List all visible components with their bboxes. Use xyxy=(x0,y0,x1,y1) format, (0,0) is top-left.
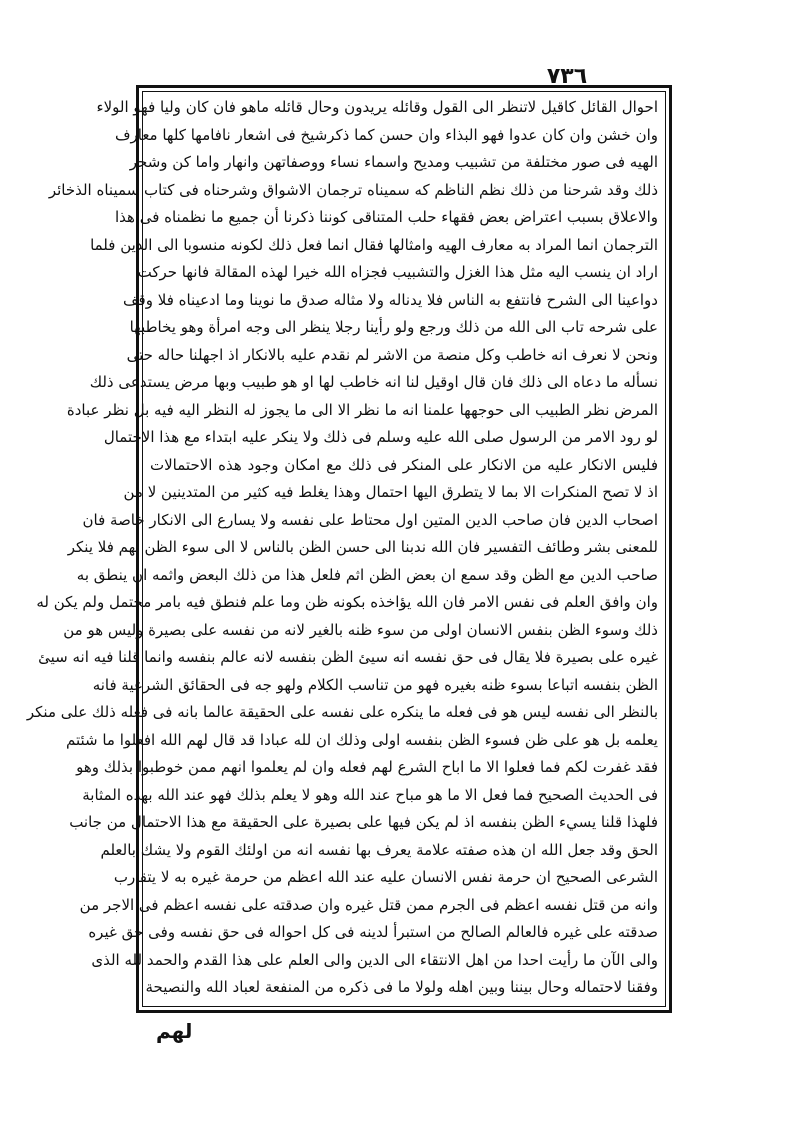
text-line: صدقته على غيره فالعالم الصالح من استبرأ لدينه فى كل احواله فى حق نفسه وفى حق غيره xyxy=(88,923,658,941)
text-line: احوال القائل كاقيل لاتنظر الى القول وقائله يريدون وحال قائله ماهو فان كان وليا فهو الولاء xyxy=(96,98,658,116)
text-line: والى الآن ما رأيت احدا من اهل الانتقاء الى الدين والى العلم على هذا القدم والحمد لله الذى xyxy=(91,950,658,969)
text-line: اراد ان ينسب اليه مثل هذا الغزل والتشبيب فجزاه الله خيرا لهذه المقالة فانها حركت xyxy=(137,263,658,281)
text-line: لو رود الامر من الرسول صلى الله عليه وسلم فى ذلك ولا ينكر عليه ابتداء مع هذا الاحتمال xyxy=(103,428,658,446)
text-line: نسأله ما دعاه الى ذلك فان قال اوقيل لنا انه خاطب لها او هو طبيب وبها مرض يستدعى ذلك xyxy=(89,373,658,391)
text-line: بالنظر الى نفسه ليس هو فى فعله ما ينكره على نفسه على الحقيقة عالما بانه فى فعله ذلك على منكر xyxy=(26,703,658,721)
text-line: فقد غفرت لكم فما فعلوا الا ما اباح الشرع لهم فعله وان لم يعلموا انهم ممن خوطبوا بذلك وهو xyxy=(76,758,658,776)
text-line: وانه من قتل نفسه اعظم فى الجرم ممن قتل غيره وان صدقته على نفسه اعظم فى الاجر من xyxy=(79,895,658,914)
text-line: الشرعى الصحيح ان حرمة نفس الانسان عليه عند الله اعظم من حرمة غيره به لا يتقارب xyxy=(113,868,658,886)
text-line: اذ لا تصح المنكرات الا بما لا يتطرق اليها احتمال وهذا يغلط فيه كثير من المتدينين لا من xyxy=(123,483,658,501)
text-line: ذلك وسوء الظن بنفس الانسان اولى من سوء ظنه بالغير لانه من نفسه على بصيرة وليس هو من xyxy=(63,620,658,639)
text-line: وان وافق العلم فى نفس الامر فان الله يؤاخذه بكونه ظن وما علم فنطق فيه بامر محتمل ولم يكن له xyxy=(36,593,658,611)
catchword: لهم xyxy=(156,1019,193,1043)
text-line: دواعينا الى الشرح فانتفع به الناس فلا يدناله ولا مثاله صدق ما نوينا وما ادعيناه فلا وقف xyxy=(123,290,658,309)
text-line: الهيه فى صور مختلفة من تشبيب ومديح واسماء نساء ووصفاتهن وانهار واما كن وشجر xyxy=(129,153,658,171)
text-line: المرض نظر الطبيب الى حوجهها علمنا انه ما نظر الا الى ما يجوز له النظر اليه فيه بل نظر عبادة xyxy=(66,400,658,419)
text-line: فليس الانكار عليه من الانكار على المنكر فى ذلك مع امكان وجود هذه الاحتمالات xyxy=(150,455,658,474)
text-line: الترجمان انما المراد به معارف الهيه وامثالها فقال انما فعل ذلك لكونه منسوبا الى الدين فلما xyxy=(90,235,658,254)
text-line: صاحب الدين مع الظن وقد سمع ان بعض الظن اثم فلعل هذا من ذلك البعض واثمه ان ينطق به xyxy=(76,565,658,584)
page-text-body xyxy=(26,94,658,1004)
text-line: ونحن لا نعرف انه خاطب وكل منصة من الاشر لم نقدم عليه بالانكار اذ اجهلنا حاله حتى xyxy=(126,345,658,364)
page-number: ٧٣٦ xyxy=(546,64,588,89)
text-line: على شرحه تاب الى الله من ذلك ورجع ولو رأينا رجلا ينظر الى وجه امرأة وهو يخاطبها xyxy=(129,318,658,336)
text-line: فلهذا قلنا يسيء الظن بنفسه اذ لم يكن فيها على بصيرة على الحقيقة مع هذا الاحتمال من جانب xyxy=(69,813,658,831)
text-line: وفقنا لاحتماله وحال بيننا وبين اهله ولولا ما فى ذكره من المنفعة لعباد الله والنصيحة xyxy=(145,978,658,996)
text-line: يعلمه بل هو على ظن فسوء الظن بنفسه اولى وذلك ان لله عبادا قد قال لهم الله افعلوا ما شئتم xyxy=(65,730,658,749)
text-line: ذلك وقد شرحنا من ذلك نظم الناظم كه سميناه ترجمان الاشواق وشرحناه فى كتاب سميناه الذخائر xyxy=(48,180,658,199)
text-line: اصحاب الدين فان صاحب الدين المتين اول محتاط على نفسه ولا يسارع الى الانكار خاصة فان xyxy=(82,510,658,529)
text-line: وان خشن وان كان عدوا فهو البذاء وان حسن كما ذكرشيخ فى اشعار نافامها كلها معارف xyxy=(114,125,658,144)
text-line: والاعلاق بسبب اعتراض بعض فقهاء حلب المتناقى كوننا ذكرنا أن جميع ما نظمناه فى هذا xyxy=(114,208,658,226)
text-line: غيره على بصيرة فلا يقال فى حق نفسه انه سيئ الظن بنفسه لانه عالم بنفسه وانما قلنا فيه انه سيئ xyxy=(38,648,658,666)
text-line: الحق وقد جعل الله ان هذه صفته علامة يعرف بها نفسه انه من اولئك القوم ولا يشك بالعلم xyxy=(100,840,658,859)
text-line: الظن بنفسه اتباعا بسوء ظنه بغيره فهو من تناسب الكلام ولهو جه فى الحقائق الشرعية فانه xyxy=(92,675,658,694)
text-line: فى الحديث الصحيح فما فعل الا ما هو مباح عند الله وهو لا يعلم بذلك فهو عند الله بهذه المثابة xyxy=(82,785,658,804)
text-line: للمعنى بشر وطائف التفسير فان الله ندبنا الى حسن الظن بالناس لا الى سوء الظن بهم فلا ينكر xyxy=(67,538,658,556)
